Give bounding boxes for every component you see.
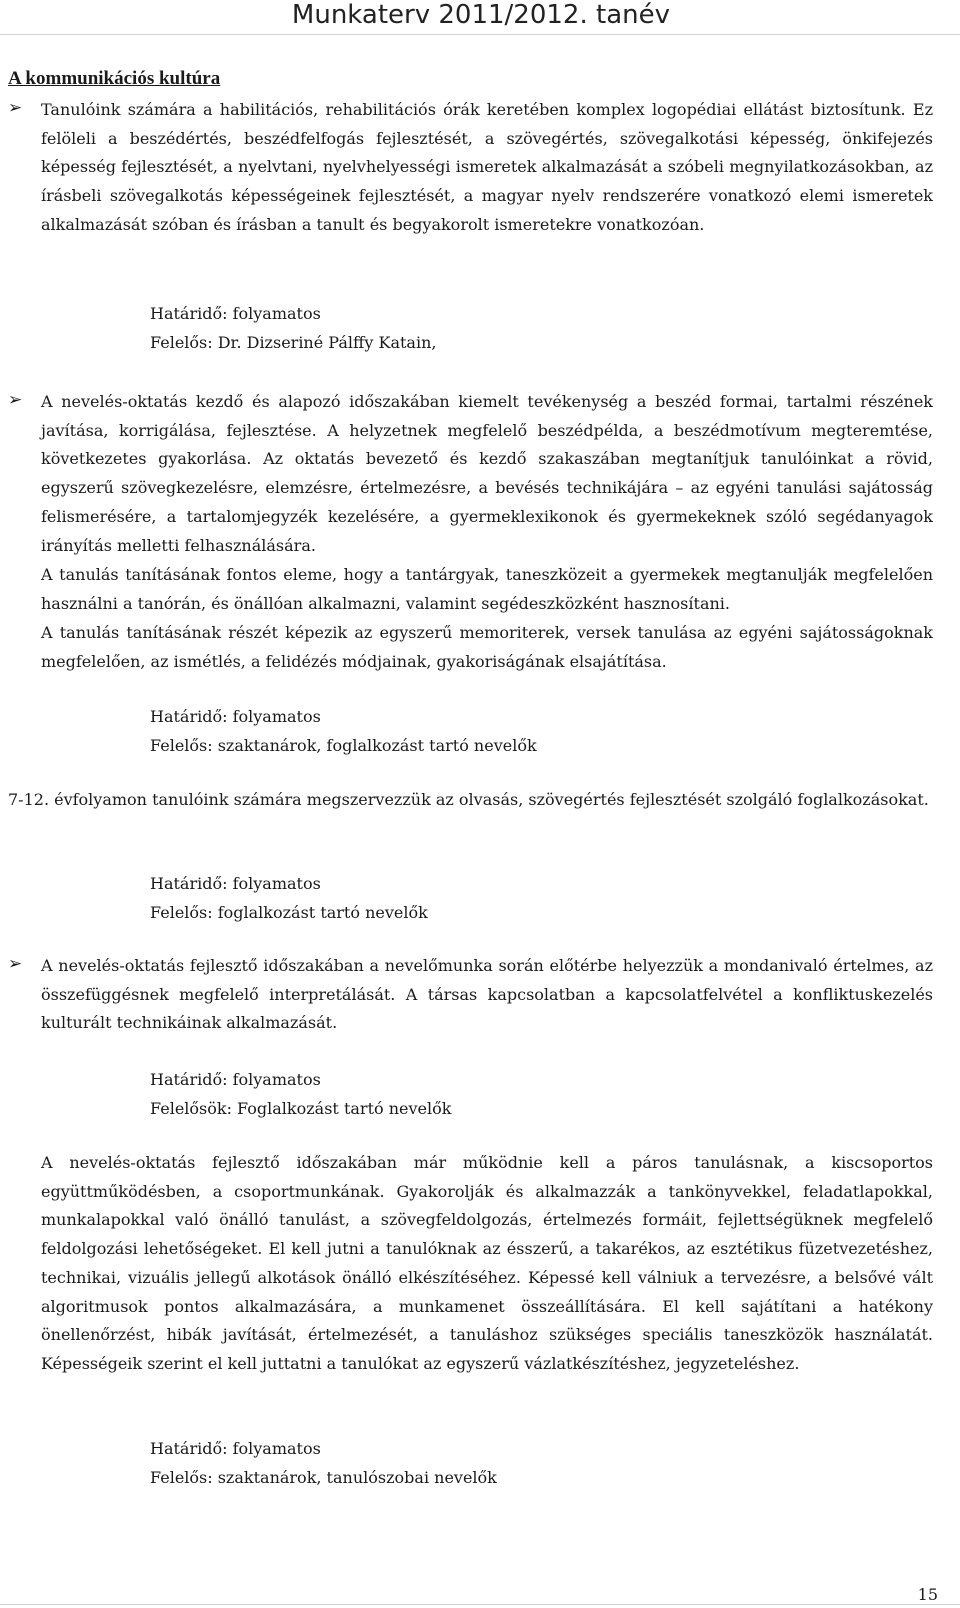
responsible-1: Felelős: Dr. Dizseriné Pálffy Katain, <box>150 333 437 352</box>
paragraph-paros-tanulas: A nevelés-oktatás fejlesztő időszakában már működnie kell a páros tanulásnak, a kiscsoportos együttműködésben, a csoportmunkának. Gyakorolják és alkalmazzák a tankönyvekkel, feladatlapokkal, munkalapokkal való önálló tanulást, a szövegfeldolgozás, értelmezés formáit, fejlettségüknek megfelelő feldolgozási lehetőségeket. El kell jutni a tanulóknak az ésszerű, a takarékos, az esztétikus füzetvezetéshez, technikai, vizuális jellegű alkotások önálló elkészítéséhez. Képessé kell válniuk a tervezésre, a belsővé vált algoritmusok pontos alkalmazására, a munkamenet összeállítására. El kell sajátítani a hatékony önellenőrzést, hibák javítását, értelmezését, a tanuláshoz szükséges speciális taneszközök használatát. Képességeik szerint el kell juttatni a tanulókat az egyszerű vázlatkészítéshez, jegyzeteléshez. <box>41 1153 933 1373</box>
paragraph-fejleszto: A nevelés-oktatás fejlesztő időszakában a nevelőmunka során előtérbe helyezzük a mondanivaló értelmes, az összefüggésnek megfelelő interpretálását. A társas kapcsolatban a kapcsolatfelvétel a konfliktuskezelés kulturált technikáinak alkalmazását. <box>41 956 933 1033</box>
bullet-arrow-icon: ➢ <box>8 390 23 410</box>
page-number: 15 <box>917 1585 938 1604</box>
paragraph-logopedia: Tanulóink számára a habilitációs, rehabilitációs órák keretében komplex logopédiai ellátást biztosítunk. Ez felöleli a beszédértés, beszédfelfogás fejlesztését, a szövegértés, szövegalkotási képesség, önkifejezés képesség fejlesztését, a nyelvtani, nyelvhelyességi ismeretek alkalmazását a szóbeli megnyilatkozásokban, az írásbeli szövegalkotás képességeinek fejlesztését, a magyar nyelv rendszerére vonatkozó elemi ismeretek alkalmazását szóban és írásban a tanult és begyakorolt ismeretekre vonatkozóan. <box>41 100 933 234</box>
deadline-5: Határidő: folyamatos <box>150 1439 321 1458</box>
responsible-5: Felelős: szaktanárok, tanulószobai nevelők <box>150 1468 497 1487</box>
deadline-3: Határidő: folyamatos <box>150 874 321 893</box>
deadline-2: Határidő: folyamatos <box>150 707 321 726</box>
footer-rule <box>0 1604 960 1605</box>
paragraph-evfolyam: 7-12. évfolyamon tanulóink számára megszervezzük az olvasás, szövegértés fejlesztését szolgáló foglalkozásokat. <box>8 790 929 809</box>
responsible-3: Felelős: foglalkozást tartó nevelők <box>150 903 428 922</box>
page-header-title: Munkaterv 2011/2012. tanév <box>291 0 670 30</box>
paragraph-tanulas-2: A tanulás tanításának részét képezik az egyszerű memoriterek, versek tanulása az egyéni sajátosságoknak megfelelően, az ismétlés, a felidézés módjainak, gyakoriságának elsajátítása. <box>41 623 933 671</box>
header-rule <box>0 34 960 35</box>
bullet-arrow-icon: ➢ <box>8 954 23 974</box>
responsible-4: Felelősök: Foglalkozást tartó nevelők <box>150 1099 452 1118</box>
deadline-4: Határidő: folyamatos <box>150 1070 321 1089</box>
paragraph-tanulas-1: A tanulás tanításának fontos eleme, hogy a tantárgyak, taneszközeit a gyermekek megtanulják megfelelően használni a tanórán, és önállóan alkalmazni, valamint segédeszközként hasznosítani. <box>41 565 933 613</box>
deadline-1: Határidő: folyamatos <box>150 304 321 323</box>
responsible-2: Felelős: szaktanárok, foglalkozást tartó nevelők <box>150 736 537 755</box>
paragraph-beszed: A nevelés-oktatás kezdő és alapozó időszakában kiemelt tevékenység a beszéd formai, tartalmi részének javítása, korrigálása, fejlesztése. A helyzetnek megfelelő beszédpélda, a beszédmotívum megteremtése, következetes gyakorlása. Az oktatás bevezető és kezdő szakaszában megtanítjuk tanulóinkat a rövid, egyszerű szövegkezelésre, elemzésre, értelmezésre, a bevésés technikájára – az egyéni tanulási sajátosság felismerésére, a tartalomjegyzék kezelésére, a gyermeklexikonok és gyermekeknek szóló segédanyagok irányítás melletti felhasználására. <box>41 392 933 555</box>
section-title: A kommunikációs kultúra <box>8 68 221 89</box>
bullet-arrow-icon: ➢ <box>8 98 23 118</box>
